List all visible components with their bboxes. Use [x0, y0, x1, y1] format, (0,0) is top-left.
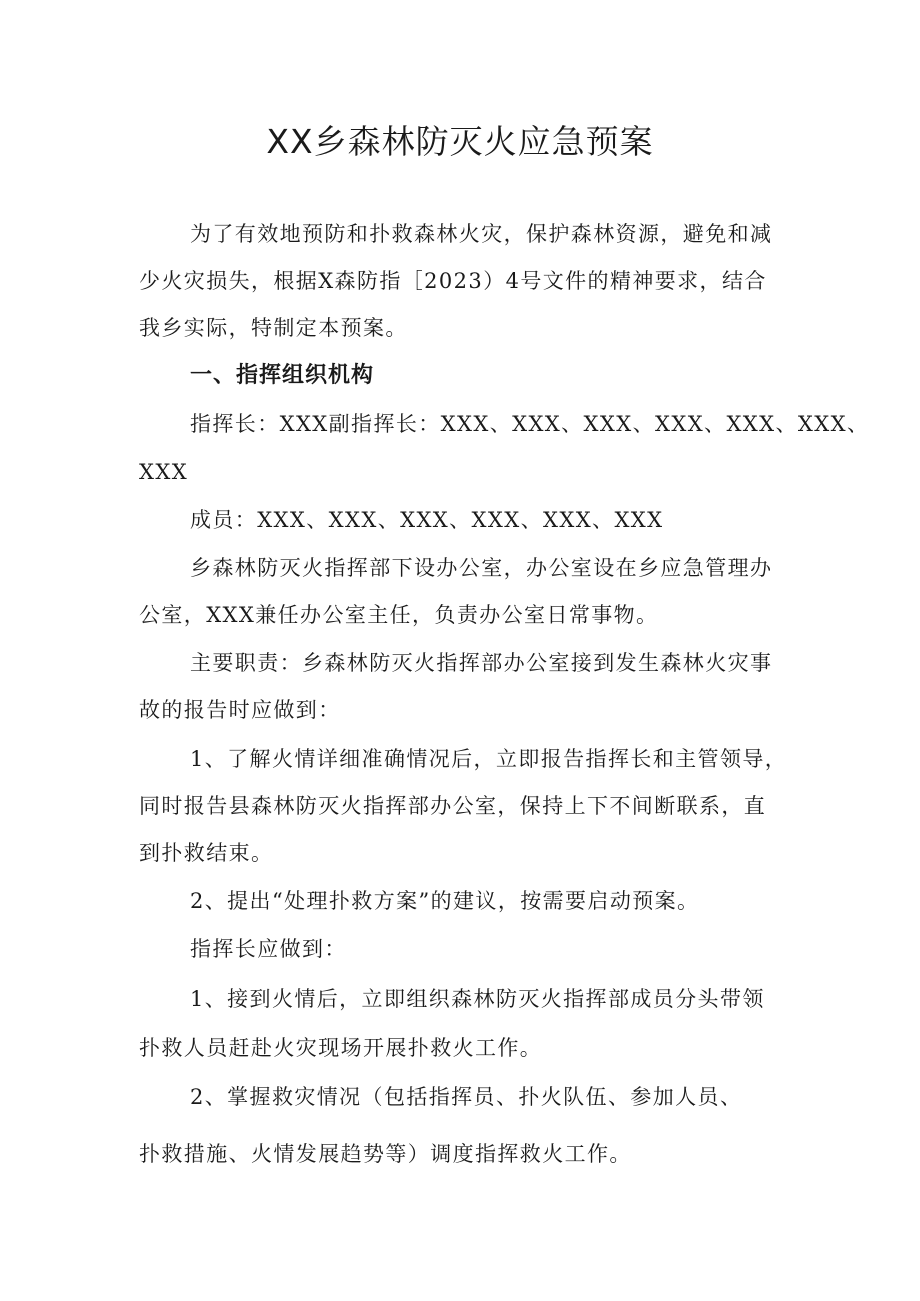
- paragraph-line: 扑救人员赶赴火灾现场开展扑救火工作。: [139, 1036, 543, 1060]
- paragraph-line: 扑救措施、火情发展趋势等）调度指挥救火工作。: [139, 1142, 632, 1166]
- paragraph-line: 2、提出“处理扑救方案”的建议，按需要启动预案。: [190, 889, 700, 913]
- paragraph-line: 故的报告时应做到：: [139, 698, 341, 722]
- paragraph-line: 到扑救结束。: [139, 841, 274, 865]
- paragraph-line: 1、接到火情后，立即组织森林防灭火指挥部成员分头带领: [190, 987, 765, 1011]
- paragraph-line: 同时报告县森林防灭火指挥部办公室，保持上下不间断联系，直: [139, 794, 767, 818]
- paragraph-line: 乡森林防灭火指挥部下设办公室，办公室设在乡应急管理办: [190, 556, 773, 580]
- paragraph-line: 1、了解火情详细准确情况后，立即报告指挥长和主管领导，: [190, 747, 788, 771]
- paragraph-line: 2、掌握救灾情况（包括指挥员、扑火队伍、参加人员、: [190, 1085, 743, 1109]
- paragraph-line: 少火灾损失，根据X森防指［2023）4号文件的精神要求，结合: [139, 269, 767, 293]
- paragraph-line: 成员：XXX、XXX、XXX、XXX、XXX、XXX: [190, 508, 664, 532]
- paragraph-line: 公室，XXX兼任办公室主任，负责办公室日常事物。: [139, 603, 659, 627]
- paragraph-line: 指挥长应做到：: [190, 937, 347, 961]
- paragraph-line: 我乡实际，特制定本预案。: [139, 316, 408, 340]
- section-heading: 一、指挥组织机构: [190, 363, 375, 388]
- document-title: XX乡森林防灭火应急预案: [266, 122, 654, 161]
- paragraph-line: 指挥长：XXX副指挥长：XXX、XXX、XXX、XXX、XXX、XXX、: [190, 412, 870, 436]
- paragraph-line: 为了有效地预防和扑救森林火灾，保护森林资源，避免和减: [190, 222, 773, 246]
- paragraph-line: 主要职责：乡森林防灭火指挥部办公室接到发生森林火灾事: [190, 651, 773, 675]
- paragraph-line: XXX: [139, 460, 189, 484]
